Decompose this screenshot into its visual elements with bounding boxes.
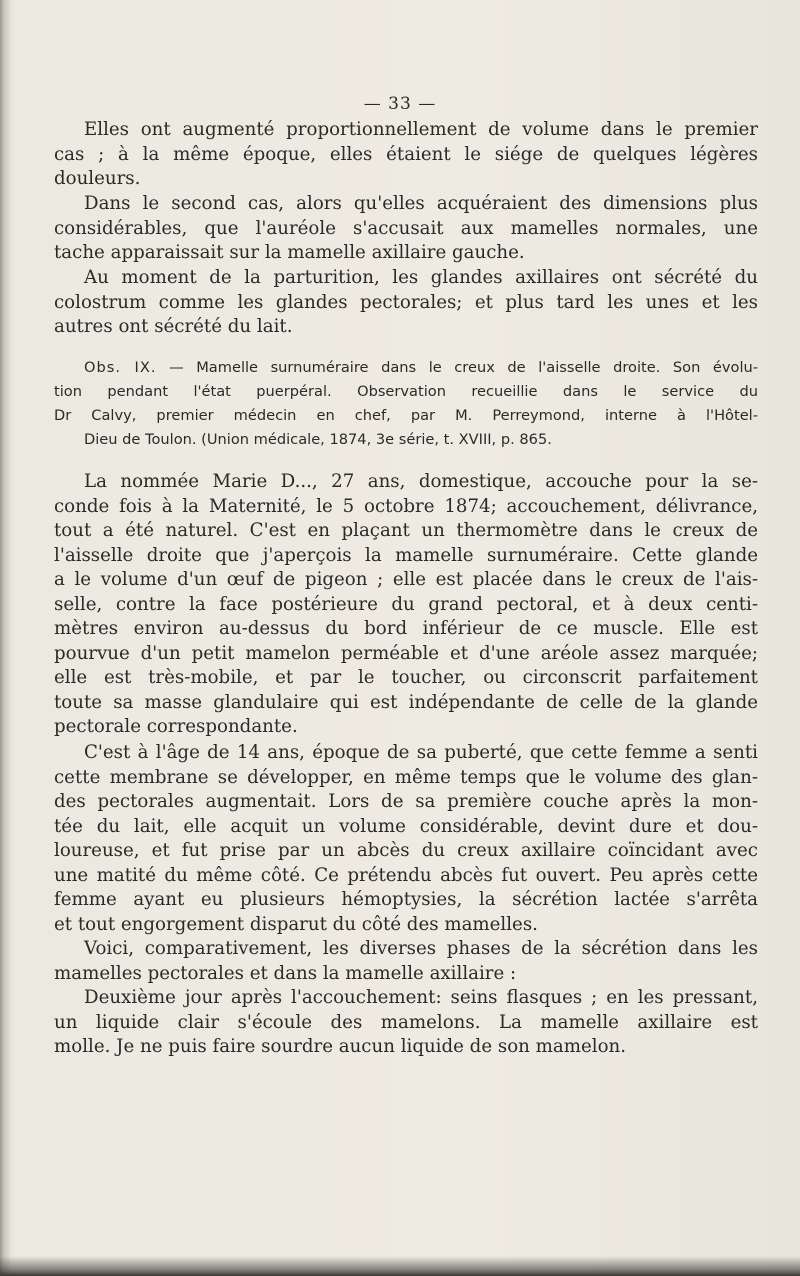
paragraph-3 [54,266,758,340]
text-line: tout a été naturel. C'est en plaçant un thermomètre dans le creux de [54,520,758,541]
text-line: cas ; à la même époque, elles étaient le siége de quelques légères [54,143,758,165]
text-line: Elles ont augmenté proportionnellement de volume dans le premier [84,119,758,140]
text-line: pourvue d'un petit mamelon perméable et d'une aréole assez marquée; [54,642,758,664]
text-line: selle, contre la face postérieure du grand pectoral, et à deux centi- [54,593,758,615]
paragraph-2 [54,192,758,266]
paragraph-7 [54,986,758,1060]
text-line: La nommée Marie D..., 27 ans, domestique, accouche pour la se- [84,471,758,492]
text-line: elle est très-mobile, et par le toucher, ou circonscrit parfaitement [54,667,758,688]
text-line: des pectorales augmentait. Lors de sa première couche après la mon- [54,791,758,812]
text-line: mètres environ au-dessus du bord inférieur de ce muscle. Elle est [54,618,758,639]
observation-title: — Mamelle surnuméraire dans le creux de l'aisselle droite. Son évolu- [169,359,759,376]
text-line: Dans le second cas, alors qu'elles acquéraient des dimensions plus [84,193,758,214]
scan-bottom-shadow [0,1256,800,1276]
paragraph-5 [54,741,758,937]
text-line: tée du lait, elle acquit un volume considérable, devint dure et dou- [54,815,758,837]
page-binding-edge [0,0,10,1276]
text-line: Au moment de la parturition, les glandes axillaires ont sécrété du [84,267,758,288]
text-line: cette membrane se développer, en même temps que le volume des glan- [54,766,758,788]
text-line: Dr Calvy, premier médecin en chef, par M. Perreymond, interne à l'Hôtel- [54,407,758,424]
observation-first-line [54,356,758,380]
observation-label: Obs. IX. [84,359,157,376]
paragraph-4 [54,470,758,740]
paragraph-6 [54,937,758,986]
text-line: tache apparaissait sur la mamelle axillaire gauche. [54,242,525,263]
text-line: loureuse, et fut prise par un abcès du creux axillaire coïncidant avec [54,840,758,861]
text-line: un liquide clair s'écoule des mamelons. La mamelle axillaire est [54,1011,758,1033]
text-line: considérables, que l'auréole s'accusait aux mamelles normales, une [54,217,758,239]
text-line: a le volume d'un œuf de pigeon ; elle est placée dans le creux de l'ais- [54,569,758,590]
text-line: C'est à l'âge de 14 ans, époque de sa puberté, que cette femme a senti [84,742,758,763]
observation-note [54,356,758,452]
text-line: toute sa masse glandulaire qui est indépendante de celle de la glande [54,691,758,713]
text-line: femme ayant eu plusieurs hémoptysies, la sécrétion lactée s'arrêta [54,889,758,910]
text-line: douleurs. [54,168,141,189]
text-line: autres ont sécrété du lait. [54,316,293,337]
text-line: Voici, comparativement, les diverses phases de la sécrétion dans les [84,938,758,959]
text-line: colostrum comme les glandes pectorales; et plus tard les unes et les [54,291,758,313]
text-line: et tout engorgement disparut du côté des mamelles. [54,913,538,935]
text-line: conde fois à la Maternité, le 5 octobre 1874; accouchement, délivrance, [54,495,758,517]
text-line: molle. Je ne puis faire sourdre aucun liquide de son mamelon. [54,1036,627,1057]
text-line: Deuxième jour après l'accouchement: seins flasques ; en les pressant, [84,987,758,1008]
paragraph-1 [54,118,758,192]
text-line: Dieu de Toulon. (Union médicale, 1874, 3e série, t. XVIII, p. 865. [84,431,552,448]
text-line: mamelles pectorales et dans la mamelle axillaire : [54,962,517,984]
text-line: une matité du même côté. Ce prétendu abcès fut ouvert. Peu après cette [54,864,758,886]
text-line: tion pendant l'état puerpéral. Observation recueillie dans le service du [54,383,758,400]
page-number: — 33 — [363,94,437,114]
text-line: l'aisselle droite que j'aperçois la mamelle surnuméraire. Cette glande [54,544,758,566]
text-line: pectorale correspondante. [54,716,298,737]
